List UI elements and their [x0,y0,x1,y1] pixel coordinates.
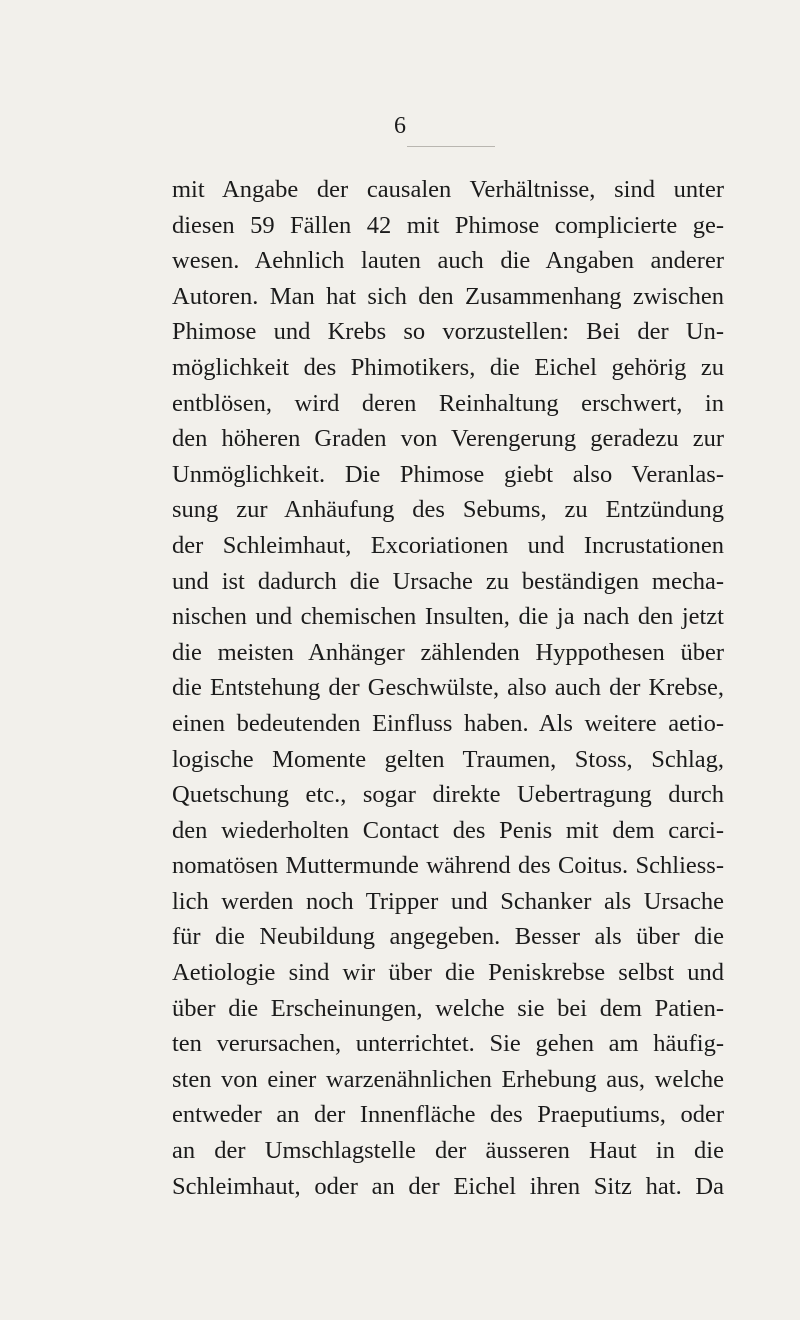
text-line: nischen und chemischen Insulten, die ja nach den jetzt [172,603,724,631]
text-line: die meisten Anhänger zählenden Hyppothesen über [172,638,724,666]
text-line: Schleimhaut, oder an der Eichel ihren Sitz hat. Da [172,1172,724,1200]
text-line: die Entstehung der Geschwülste, also auch der Krebse, [172,674,724,702]
text-line: wesen. Aehnlich lauten auch die Angaben anderer [172,247,724,275]
text-line: lich werden noch Tripper und Schanker als Ursache [172,887,724,915]
text-line: sten von einer warzenähnlichen Erhebung aus, welche [172,1065,724,1093]
text-line: über die Erscheinungen, welche sie bei dem Patien- [172,994,724,1022]
text-line: der Schleimhaut, Excoriationen und Incrustationen [172,531,724,559]
text-line: Autoren. Man hat sich den Zusammenhang zwischen [172,282,724,310]
text-line: ten verursachen, unterrichtet. Sie gehen am häufig- [172,1030,724,1058]
text-line: einen bedeutenden Einfluss haben. Als weitere aetio- [172,709,724,737]
page-number: 6 [394,113,406,139]
text-line: sung zur Anhäufung des Sebums, zu Entzündung [172,496,724,524]
text-line: und ist dadurch die Ursache zu beständigen mecha- [172,567,724,595]
text-line: für die Neubildung angegeben. Besser als über die [172,923,724,951]
text-line: mit Angabe der causalen Verhältnisse, sind unter [172,176,724,203]
header-rule [407,146,495,147]
text-line: entblösen, wird deren Reinhaltung erschwert, in [172,389,724,417]
text-line: Phimose und Krebs so vorzustellen: Bei der Un- [172,318,724,346]
text-line: diesen 59 Fällen 42 mit Phimose complicierte ge- [172,211,724,239]
text-line: den wiederholten Contact des Penis mit dem carci- [172,816,724,844]
text-line: logische Momente gelten Traumen, Stoss, Schlag, [172,745,724,773]
text-line: den höheren Graden von Verengerung geradezu zur [172,425,724,453]
text-line: Aetiologie sind wir über die Peniskrebse selbst und [172,959,724,987]
text-line: Unmöglichkeit. Die Phimose giebt also Veranlas- [172,460,724,488]
text-line: Quetschung etc., sogar direkte Uebertragung durch [172,781,724,809]
body-text [172,172,724,1204]
text-line: nomatösen Muttermunde während des Coitus. Schliess- [172,852,724,880]
text-line: an der Umschlagstelle der äusseren Haut in die [172,1137,724,1165]
text-line: entweder an der Innenfläche des Praeputiums, oder [172,1101,724,1129]
text-line: möglichkeit des Phimotikers, die Eichel gehörig zu [172,353,724,381]
